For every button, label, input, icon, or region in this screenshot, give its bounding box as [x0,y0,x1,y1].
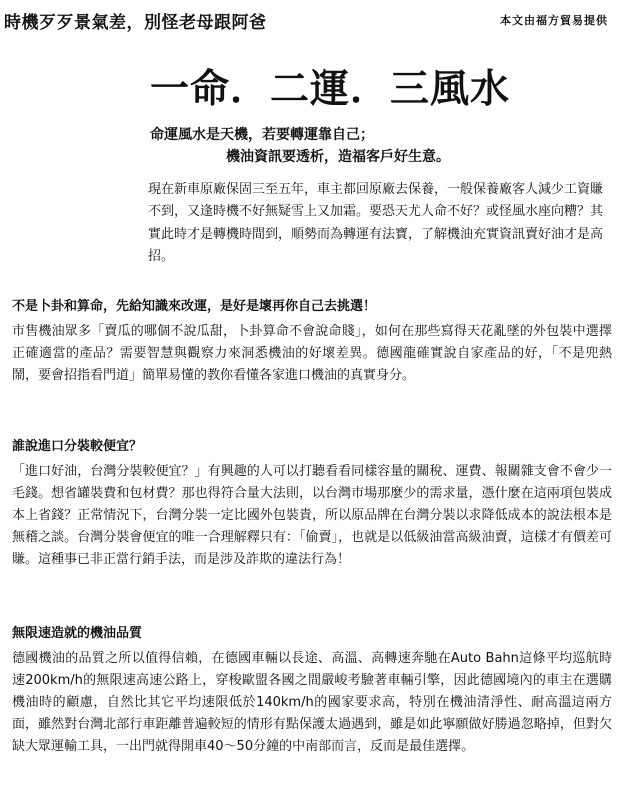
main-title: 一命．二運．三風水 [150,67,511,112]
section-heading: 不是卜卦和算命，先給知識來改運，是好是壞再你自己去挑選！ [12,299,377,314]
section-body: 市售機油眾多「賣瓜的哪個不說瓜甜，卜卦算命不會說命賤」，如何在那些寫得天花亂墜的外包裝中選擇正確適當的產品？需要智慧與觀察力來洞悉機油的好壞差異。德國龍確實說自家產品的好，「不是兜熱鬧，要會招指看門道」簡單易懂的教你看懂各家進口機油的真實身分。 [12,324,612,383]
subtitle-line-2: 機油資訊要透析，造福客戶好生意。 [226,149,450,165]
section-oil-quality [12,624,612,758]
section-heading: 誰說進口分裝較便宜？ [12,439,143,454]
section-heading: 無限速造就的機油品質 [12,626,143,641]
section-repackaging [12,437,612,571]
source-credit: 本文由福方貿易提供 [500,14,608,27]
section-body: 「進口好油，台灣分裝較便宜？」有興趣的人可以打聽看看同樣容量的關稅、運費、報關雜支會不會少一毛錢。想省罐裝費和包材費？那也得符合量大法則，以台灣市場那麼少的需求量，憑什麼在這兩項包裝成本上省錢？正常情況下，台灣分裝一定比國外包裝貴，所以原品牌在台灣分裝以求降低成本的說法根本是無稽之談。台灣分裝會便宜的唯一合理解釋只有：「偷賣」，也就是以低級油當高級油賣，這樣才有價差可賺。這種事已非正當行銷手法，而是涉及詐欺的違法行為！ [12,464,612,567]
section-fortune [12,297,612,387]
intro-paragraph: 現在新車原廠保固三至五年，車主都回原廠去保養，一般保養廠客人減少工資賺不到，又逢時機不好無疑雪上又加霜。要恐天尤人命不好？或怪風水座向糟？其實此時才是轉機時間到，順勢而為轉運有法寶，了解機油充實資訊賣好油才是高招。 [148,182,604,265]
subtitle-line-1: 命運風水是天機，若要轉運靠自己； [150,127,374,143]
section-body: 德國機油的品質之所以值得信賴，在德國車輛以長途、高溫、高轉速奔馳在Auto Bahn這條平均巡航時速200km/h的無限速高速公路上，穿梭歐盟各國之間嚴峻考驗著車輛引擎，因此德國境內的車主在選購機油時的顧慮，自然比其它平均速限低於140km/h的國家要求高，特別在機油清淨性、耐高溫這兩方面，雖然對台灣北部行車距離普遍較短的情形有點保護太過遇到，雖是如此寧願做好勝過忽略掉，但對欠缺大眾運輸工具，一出門就得開車40～50分鐘的中南部而言，反而是最佳選擇。 [12,651,612,754]
header-title: 時機歹歹景氣差，別怪老母跟阿爸 [4,13,267,33]
